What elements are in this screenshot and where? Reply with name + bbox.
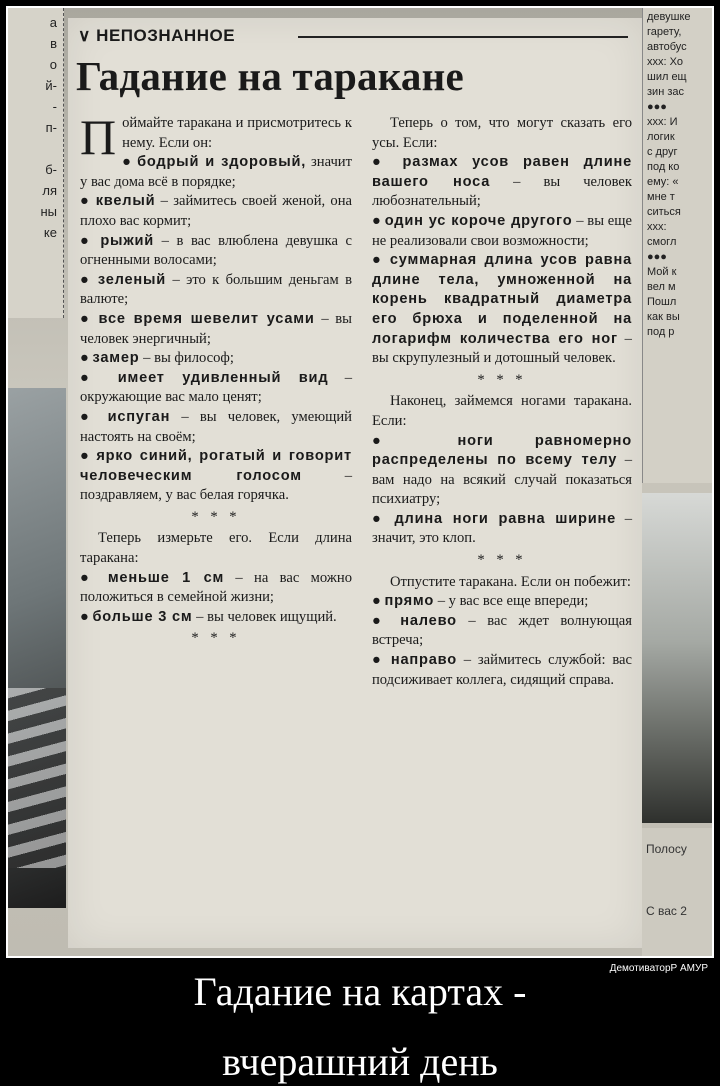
left-scrap-line: а xyxy=(49,15,57,30)
bullet-keyword: ноги равномерно распределены по всему телу xyxy=(372,432,632,469)
right-scrap-line: ситься xyxy=(647,206,681,218)
bullet-icon: ● xyxy=(80,608,93,625)
bullet-item xyxy=(80,310,352,349)
bullet-icon: ● xyxy=(80,448,97,465)
right-scrap-photo xyxy=(642,493,712,823)
rubric-label: НЕПОЗНАННОЕ xyxy=(96,26,236,45)
bullet-text: – окружающие вас мало ценят; xyxy=(80,369,352,406)
left-scrap-line: - xyxy=(52,99,57,114)
left-scrap-line: п- xyxy=(45,120,57,135)
paragraph-text: Отпустите таракана. Если он побежит: xyxy=(390,573,631,590)
bullet-item xyxy=(372,153,632,212)
bullet-text: значит у вас дома всё в порядке; xyxy=(80,154,352,190)
right-scrap-column xyxy=(642,8,712,483)
left-scrap-column xyxy=(8,8,64,318)
paragraph-text: оймайте таракана и присмотритесь к нему. Если он: xyxy=(122,115,352,151)
right-scrap-line: девушке xyxy=(647,11,691,23)
chevron-down-icon: ∨ xyxy=(78,26,97,45)
bullet-keyword: длина ноги равна ширине xyxy=(394,510,617,527)
bullet-item xyxy=(80,408,352,447)
bullet-keyword: размах усов равен длине вашего носа xyxy=(372,154,633,190)
right-scrap-line: xxx: xyxy=(647,221,667,233)
bullet-keyword: меньше 1 см xyxy=(107,569,225,586)
left-scrap-line: ке xyxy=(43,225,57,240)
bullet-item xyxy=(372,592,632,612)
bullet-icon: ● xyxy=(80,271,98,288)
bullet-keyword: имеет удивленный вид xyxy=(117,369,329,386)
bullet-text: – поздравляем, у вас белая горячка. xyxy=(80,467,352,504)
right-scrap-line: гарету, xyxy=(647,26,682,38)
left-scrap-line xyxy=(8,138,63,159)
rubric-divider xyxy=(298,36,628,38)
left-scrap-photo xyxy=(8,388,66,908)
section-separator: * * * xyxy=(477,371,527,388)
bullet-keyword: больше 3 см xyxy=(92,608,193,625)
photo-frame xyxy=(6,6,714,958)
bullet-keyword: замер xyxy=(92,350,140,367)
bullet-item xyxy=(80,369,352,408)
bullet-item xyxy=(80,608,352,628)
bullet-text: – значит, это клоп. xyxy=(372,510,632,547)
bullet-item xyxy=(372,612,632,651)
right-scrap-line: шил ещ xyxy=(647,71,687,83)
drop-cap: П xyxy=(80,109,117,165)
caption-line-1: Гадание на картах - xyxy=(193,969,527,1014)
paragraph xyxy=(372,114,632,153)
bullet-item xyxy=(372,510,632,549)
bullet-keyword: ярко синий, рогатый и говорит человеческим голосом xyxy=(80,448,352,484)
right-scrap-line: как вы xyxy=(647,311,680,323)
bullet-icon: ● xyxy=(372,652,391,669)
bullet-item xyxy=(80,232,352,271)
paragraph-text: Наконец, займемся ногами таракана. Если: xyxy=(372,393,632,429)
bullet-keyword: один ус короче другого xyxy=(384,212,573,229)
caption-line-2: вчерашний день xyxy=(222,1039,498,1084)
bullet-item xyxy=(372,212,632,251)
bullet-keyword: рыжий xyxy=(100,232,155,249)
bullet-text: – вы еще не реализовали свои возможности; xyxy=(372,212,632,249)
bullet-icon: ● xyxy=(80,350,93,367)
bullet-item xyxy=(80,569,352,608)
bullet-item xyxy=(80,153,352,192)
bullet-text: – вы человек, умеющий настоять на своём; xyxy=(80,408,352,445)
right-scrap-line: смогл xyxy=(647,236,677,248)
left-scrap-line: ны xyxy=(40,204,57,219)
bullet-keyword: испуган xyxy=(107,408,171,425)
left-scrap-line: й- xyxy=(45,78,57,93)
rubric xyxy=(78,26,235,46)
bullet-text: – это к большим деньгам в валюте; xyxy=(80,271,352,308)
bullet-icon: ● xyxy=(372,612,401,629)
bullet-icon: ● xyxy=(80,310,99,327)
article-title: Гадание на таракане xyxy=(76,53,464,99)
bullet-item xyxy=(80,271,352,310)
right-scrap-line: под ко xyxy=(647,161,680,173)
right-footer-line: С вас 2 xyxy=(646,904,687,918)
bullet-item xyxy=(80,447,352,506)
left-scrap-line: б- xyxy=(45,162,57,177)
bullet-keyword: бодрый и здоровый, xyxy=(137,154,307,171)
right-scrap-line: Пошл xyxy=(647,296,677,308)
right-scrap-line: ему: « xyxy=(647,176,679,188)
right-scrap-line: xxx: Хо xyxy=(647,56,683,68)
right-scrap-line: логик xyxy=(647,131,675,143)
bullet-icon: ● xyxy=(372,154,403,171)
left-scrap-line: в xyxy=(50,36,57,51)
paragraph xyxy=(372,392,632,431)
right-scrap-line: зин зас xyxy=(647,86,684,98)
right-scrap-line: ●●● xyxy=(647,251,667,263)
left-scrap-line: ля xyxy=(42,183,57,198)
section-separator: * * * xyxy=(191,630,241,647)
bullet-icon: ● xyxy=(372,593,385,610)
bullet-icon: ● xyxy=(80,193,96,210)
right-scrap-line: вел м xyxy=(647,281,676,293)
bullet-icon: ● xyxy=(80,369,118,386)
watermark: ДемотиваторР АМУР xyxy=(609,963,708,974)
left-scrap-line: о xyxy=(49,57,57,72)
bullet-keyword: суммарная длина усов равна длине тела, умноженной на корень квадратный диаметра его брюха и поделенной на логарифм количества его ног xyxy=(372,252,632,347)
bullet-keyword: прямо xyxy=(384,593,435,610)
section-separator: * * * xyxy=(477,552,527,569)
bullet-icon: ● xyxy=(80,232,101,249)
bullet-icon: ● xyxy=(80,569,108,586)
bullet-item xyxy=(372,251,632,369)
bullet-icon: ● xyxy=(372,212,385,229)
bullet-text: – вас ждет волнующая встреча; xyxy=(372,612,632,649)
section-separator: * * * xyxy=(191,508,241,525)
right-footer-line: Полосу xyxy=(646,842,687,856)
article-right-column xyxy=(372,114,632,690)
bullet-keyword: зеленый xyxy=(97,271,167,288)
bullet-keyword: квелый xyxy=(95,193,156,210)
paragraph-text: Теперь измерьте его. Если длина таракана: xyxy=(80,530,352,567)
bullet-item xyxy=(372,432,632,510)
bullet-item xyxy=(80,349,352,369)
bullet-text: – вы скрупулезный и дотошный человек. xyxy=(372,330,632,367)
bullet-icon: ● xyxy=(372,432,458,449)
right-scrap-line: автобус xyxy=(647,41,687,53)
bullet-text: – займитесь службой: вас подсиживает коллега, сидящий справа. xyxy=(372,652,632,688)
right-scrap-footer xyxy=(642,828,712,958)
bullet-text: – вы человек ищущий. xyxy=(192,608,337,625)
bullet-text: – вы человек любознательный; xyxy=(372,173,632,210)
bullet-keyword: налево xyxy=(400,612,457,629)
bullet-icon: ● xyxy=(372,252,390,269)
right-scrap-line: мне т xyxy=(647,191,675,203)
article-left-column xyxy=(80,109,353,651)
bullet-text: – в вас влюблена девушка с огненными волосами; xyxy=(80,232,352,269)
bullet-text: – вам надо на всякий случай показаться психиатру; xyxy=(372,452,632,508)
bullet-item xyxy=(80,192,352,231)
bullet-icon: ● xyxy=(372,510,395,527)
bullet-text: – на вас можно положиться в семейной жизни; xyxy=(80,569,353,606)
bullet-icon: ● xyxy=(80,408,108,425)
bullet-text: – займитесь своей женой, она плохо вас кормит; xyxy=(80,193,352,229)
right-scrap-line: ●●● xyxy=(647,101,667,113)
right-scrap-line: с друг xyxy=(647,146,678,158)
bullet-item xyxy=(372,651,632,690)
paragraph xyxy=(372,573,632,593)
bullet-text: – вы философ; xyxy=(139,350,234,367)
paragraph-text: Теперь о том, что могут сказать его усы. Если: xyxy=(372,115,632,151)
right-scrap-line: Мой к xyxy=(647,266,677,278)
bullet-keyword: направо xyxy=(390,652,457,669)
article xyxy=(68,18,642,948)
bullet-text: – вы человек энергичный; xyxy=(80,310,352,347)
paragraph xyxy=(80,529,352,568)
bullet-icon: ● xyxy=(122,154,138,171)
right-scrap-line: под р xyxy=(647,326,675,338)
right-scrap-line: xxx: И xyxy=(647,116,678,128)
bullet-text: – у вас все еще впереди; xyxy=(434,593,589,610)
bullet-keyword: все время шевелит усами xyxy=(98,310,315,327)
